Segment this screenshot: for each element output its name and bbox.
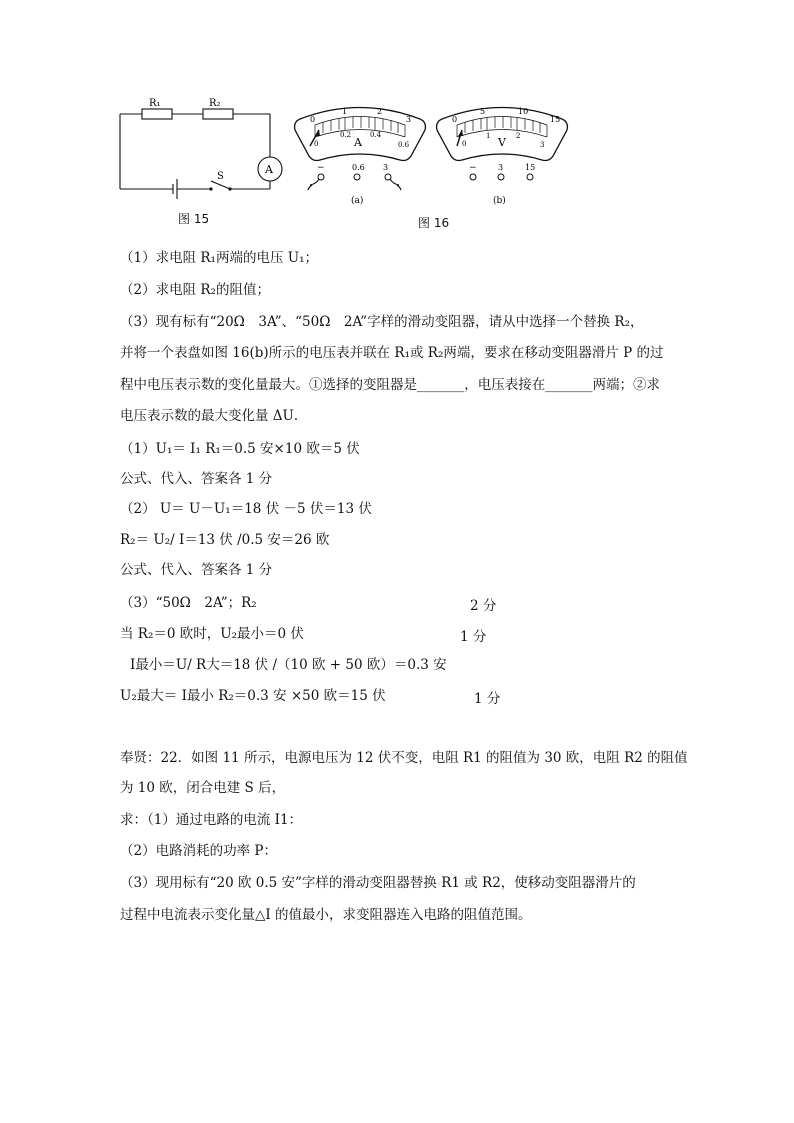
voltmeter-terminal-15-post: [527, 174, 533, 180]
circuit-diagram: [115, 95, 290, 205]
r2-label: R₂: [209, 98, 221, 109]
voltmeter-top-15: 15: [550, 115, 561, 124]
voltmeter-top-5: 5: [480, 107, 486, 116]
ammeter-dial: [290, 100, 430, 208]
fengxian-question-line-1: 奉贤：22．如图 11 所示，电源电压为 12 伏不变，电阻 R1 的阻值为 30 欧，电阻 R2 的阻值: [120, 750, 688, 766]
ammeter-terminal-3: 3: [383, 163, 389, 172]
ammeter-top-2: 2: [377, 107, 383, 116]
ammeter-bottom-2: 0.4: [370, 131, 382, 139]
ammeter-terminal-06-post: [354, 174, 360, 180]
ammeter-terminal-06: 0.6: [352, 163, 365, 172]
ammeter-unit-label: A: [354, 136, 362, 149]
fengxian-question-part-1: 求：（1）通过电路的电流 I1：: [120, 812, 303, 828]
fengxian-question-line-2: 为 10 欧，闭合电建 S 后，: [120, 780, 286, 796]
question-part-3-line-2: 并将一个表盘如图 16(b)所示的电压表并联在 R₁或 R₂两端，要求在移动变阻器滑片 P 的过: [120, 345, 664, 361]
voltmeter-terminal-15: 15: [525, 163, 536, 172]
answer-2-scoring: 公式、代入、答案各 1 分: [120, 562, 273, 578]
answer-2-line-2: R₂＝ U₂/ I＝13 伏 /0.5 安＝26 欧: [120, 532, 330, 548]
ammeter-top-1: 1: [342, 107, 348, 116]
question-part-3-line-4: 电压表示数的最大变化量 ΔU．: [120, 408, 308, 424]
voltmeter-top-10: 10: [518, 107, 529, 116]
ammeter-bottom-0: 0: [314, 140, 319, 148]
voltmeter-terminal-minus-post: [470, 174, 476, 180]
ammeter-top-0: 0: [310, 115, 316, 124]
question-part-1: （1）求电阻 R₁两端的电压 U₁；: [120, 250, 319, 266]
answer-3-choice: （3）“50Ω 2A”；R₂: [120, 595, 257, 611]
switch-label: S: [217, 171, 224, 182]
ammeter-sub-caption: (a): [351, 196, 364, 206]
question-part-3-line-3: 程中电压表示数的变化量最大。①选择的变阻器是_______，电压表接在_______两端；②求: [120, 377, 660, 393]
resistor-r2: [203, 109, 233, 119]
ammeter-label: A: [265, 163, 273, 176]
ammeter-top-3: 3: [406, 115, 412, 124]
fengxian-question-part-2: （2）电路消耗的功率 P：: [120, 843, 277, 859]
question-part-3-line-1: （3）现有标有“20Ω 3A”、“50Ω 2A”字样的滑动变阻器，请从中选择一个替换 R₂，: [120, 314, 644, 330]
answer-3-max-voltage: U₂最大＝ I最小 R₂＝0.3 安 ×50 欧＝15 伏: [120, 688, 386, 704]
answer-3-min-current: I最小＝U/ R大＝18 伏 /（10 欧 + 50 欧）＝0.3 安: [130, 657, 447, 673]
voltmeter-bottom-0: 0: [462, 140, 467, 148]
voltmeter-bottom-1: 1: [486, 132, 491, 140]
answer-1-scoring: 公式、代入、答案各 1 分: [120, 471, 273, 487]
answer-3-min-voltage: 当 R₂＝0 欧时，U₂最小＝0 伏: [120, 626, 304, 642]
figure-16-caption: 图 16: [418, 216, 450, 230]
figure-15-caption: 图 15: [178, 212, 210, 226]
voltmeter-terminal-minus: −: [469, 163, 477, 173]
voltmeter-bottom-2: 2: [516, 132, 521, 140]
voltmeter-top-0: 0: [452, 115, 458, 124]
r1-label: R₁: [149, 98, 161, 109]
fengxian-question-part-3-line-2: 过程中电流表示变化量△I 的值最小，求变阻器连入电路的阻值范围。: [120, 907, 532, 923]
voltmeter-bottom-3: 3: [540, 141, 545, 149]
resistor-r1: [142, 109, 172, 119]
ammeter-bottom-3: 0.6: [398, 141, 410, 149]
answer-3-choice-score: 2 分: [470, 598, 497, 614]
voltmeter-terminal-3: 3: [498, 163, 504, 172]
fengxian-question-part-3-line-1: （3）现用标有“20 欧 0.5 安”字样的滑动变阻器替换 R1 或 R2，使移动变阻器滑片的: [120, 875, 636, 891]
voltmeter-unit-label: V: [498, 136, 506, 149]
ammeter-bottom-1: 0.2: [340, 131, 352, 139]
ammeter-terminal-minus: −: [317, 163, 325, 173]
voltmeter-dial: [432, 100, 572, 208]
answer-1: （1）U₁＝ I₁ R₁＝0.5 安×10 欧＝5 伏: [120, 441, 360, 457]
answer-3-max-voltage-score: 1 分: [474, 691, 501, 707]
voltmeter-sub-caption: (b): [493, 196, 506, 206]
voltmeter-terminal-3-post: [498, 174, 504, 180]
answer-3-min-voltage-score: 1 分: [460, 629, 487, 645]
question-part-2: （2）求电阻 R₂的阻值；: [120, 282, 270, 298]
answer-2-line-1: （2） U＝ U－U₁＝18 伏 －5 伏＝13 伏: [120, 501, 372, 517]
